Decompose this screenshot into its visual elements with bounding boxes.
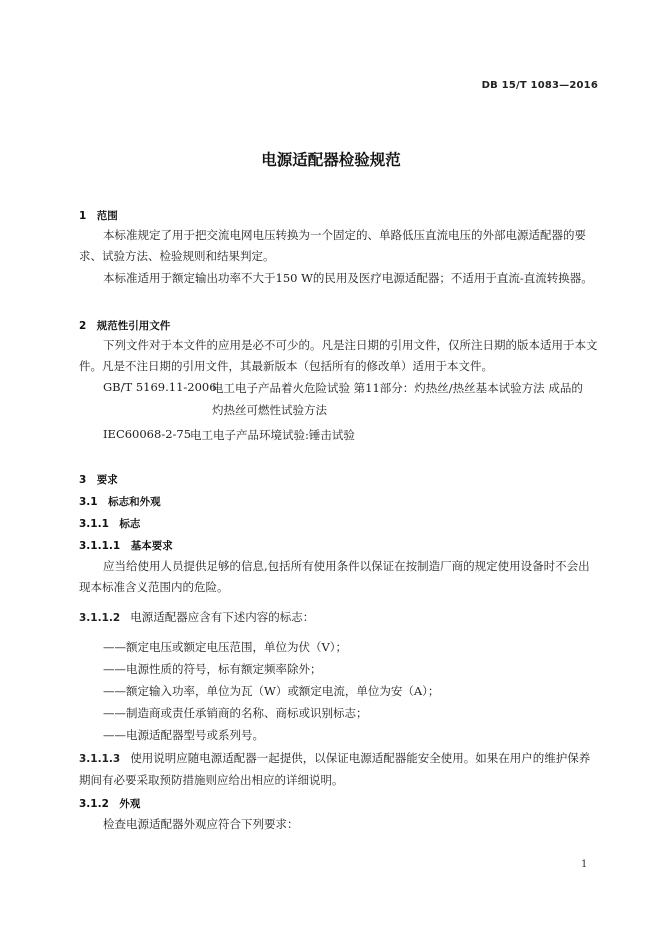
list-item: ——制造商或责任承销商的名称、商标或识别标志； (103, 706, 368, 720)
section-1-paragraph-2: 本标准适用于额定输出功率不大于150 W的民用及医疗电源适配器；不适用于直流-直流转换器。 (103, 271, 593, 285)
section-1-paragraph-1-line-1: 本标准规定了用于把交流电网电压转换为一个固定的、单路低压直流电压的外部电源适配器的要 (103, 228, 586, 242)
section-3-1-2-text: 检查电源适配器外观应符合下列要求： (103, 817, 299, 831)
list-item: ——额定电压或额定电压范围，单位为伏（V）； (103, 640, 348, 654)
document-title: 电源适配器检验规范 (261, 151, 401, 169)
section-3-1-heading: 3.1 标志和外观 (79, 496, 161, 508)
section-3-1-1-heading: 3.1.1 标志 (79, 518, 141, 530)
list-item: ——电源适配器型号或系列号。 (103, 728, 264, 742)
section-3-heading: 3 要求 (79, 474, 118, 486)
section-3-1-1-3-number: 3.1.1.3 (79, 753, 121, 765)
section-3-1-1-3-text: 使用说明应随电源适配器一起提供，以保证电源适配器能安全使用。如果在用户的维护保养 (130, 751, 591, 765)
reference-1-title-line-2: 灼热丝可燃性试验方法 (212, 403, 327, 417)
section-3-1-1-2-number: 3.1.1.2 (79, 612, 121, 624)
section-3-1-2-heading: 3.1.2 外观 (79, 798, 141, 810)
section-3-1-1-3-line-1 (79, 750, 590, 766)
section-3-1-1-1-heading: 3.1.1.1 基本要求 (79, 540, 173, 552)
section-2-paragraph-line-2: 件。凡是不注日期的引用文件，其最新版本（包括所有的修改单）适用于本文件。 (79, 359, 493, 373)
section-3-1-1-1-line-1: 应当给使用人员提供足够的信息,包括所有使用条件以保证在按制造厂商的规定使用设备时不会出 (103, 559, 590, 573)
list-item: ——额定输入功率，单位为瓦（W）或额定电流，单位为安（A）； (103, 684, 440, 698)
reference-1-title-line-1: 电工电子产品着火危险试验 第11部分：灼热丝/热丝基本试验方法 成品的 (212, 381, 583, 395)
section-3-1-1-3-line-2: 期间有必要采取预防措施则应给出相应的详细说明。 (79, 773, 344, 787)
section-3-1-1-2 (79, 609, 314, 625)
list-item: ——电源性质的符号，标有额定频率除外； (103, 662, 322, 676)
reference-1-code: GB/T 5169.11-2006 (103, 380, 217, 394)
section-2-paragraph-line-1: 下列文件对于本文件的应用是必不可少的。凡是注日期的引用文件，仅所注日期的版本适用于本文 (103, 338, 598, 352)
section-2-heading: 2 规范性引用文件 (79, 320, 171, 332)
reference-2-code: IEC60068-2-75 (103, 427, 192, 441)
reference-2-title: 电工电子产品环境试验:锤击试验 (190, 428, 355, 442)
section-1-heading: 1 范围 (79, 210, 118, 222)
page-number: 1 (581, 859, 588, 870)
section-3-1-1-2-text: 电源适配器应含有下述内容的标志： (130, 610, 315, 624)
section-3-1-1-1-line-2: 现本标准含义范围内的危险。 (79, 580, 229, 594)
standard-code: DB 15/T 1083—2016 (481, 80, 598, 91)
section-1-paragraph-1-line-2: 求、试验方法、检验规则和结果判定。 (79, 249, 275, 263)
